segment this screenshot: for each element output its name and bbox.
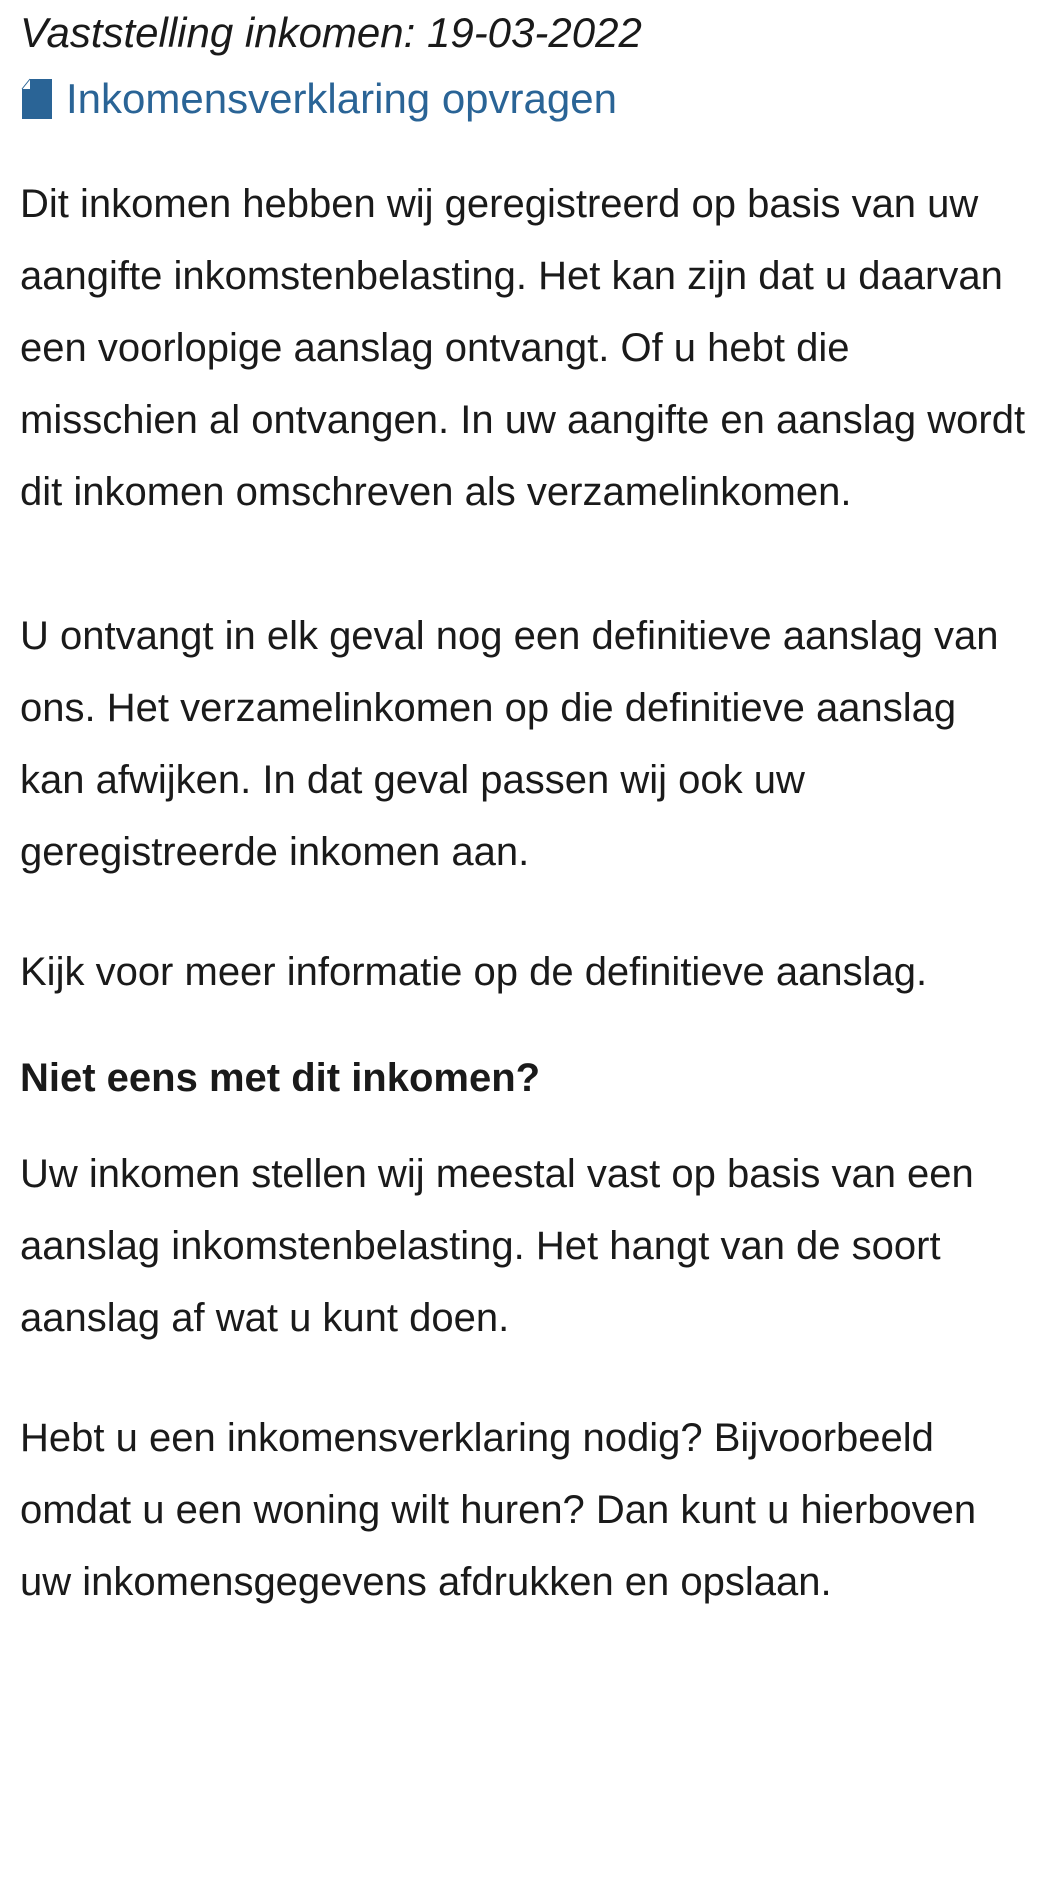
registration-paragraph: Dit inkomen hebben wij geregistreerd op basis van uw aangifte inkomstenbelasting. Het kan zijn dat u daarvan een voorlopige aanslag ontvangt. Of u hebt die misschien al ontvangen. In uw aangifte en aanslag wordt dit inkomen omschreven als verzamelinkomen. bbox=[20, 182, 1026, 514]
definitive-assessment-paragraph: U ontvangt in elk geval nog een definitieve aanslag van ons. Het verzamelinkomen op die definitieve aanslag kan afwijken. In dat geval passen wij ook uw geregistreerde inkomen aan. bbox=[20, 614, 999, 874]
disagree-heading: Niet eens met dit inkomen? bbox=[20, 1056, 541, 1100]
document-icon bbox=[20, 77, 54, 121]
disagree-paragraph: Uw inkomen stellen wij meestal vast op basis van een aanslag inkomstenbelasting. Het hangt van de soort aanslag af wat u kunt doen. bbox=[20, 1152, 974, 1340]
more-info-paragraph: Kijk voor meer informatie op de definitieve aanslag. bbox=[20, 950, 928, 994]
inkomensverklaring-link-label: Inkomensverklaring opvragen bbox=[66, 75, 617, 122]
income-statement-paragraph: Hebt u een inkomensverklaring nodig? Bijvoorbeeld omdat u een woning wilt huren? Dan kunt u hierboven uw inkomensgegevens afdrukken en opslaan. bbox=[20, 1416, 977, 1604]
vaststelling-date: Vaststelling inkomen: 19-03-2022 bbox=[20, 9, 642, 56]
page-content bbox=[0, 4, 1051, 1618]
inkomensverklaring-link[interactable] bbox=[20, 70, 1031, 128]
